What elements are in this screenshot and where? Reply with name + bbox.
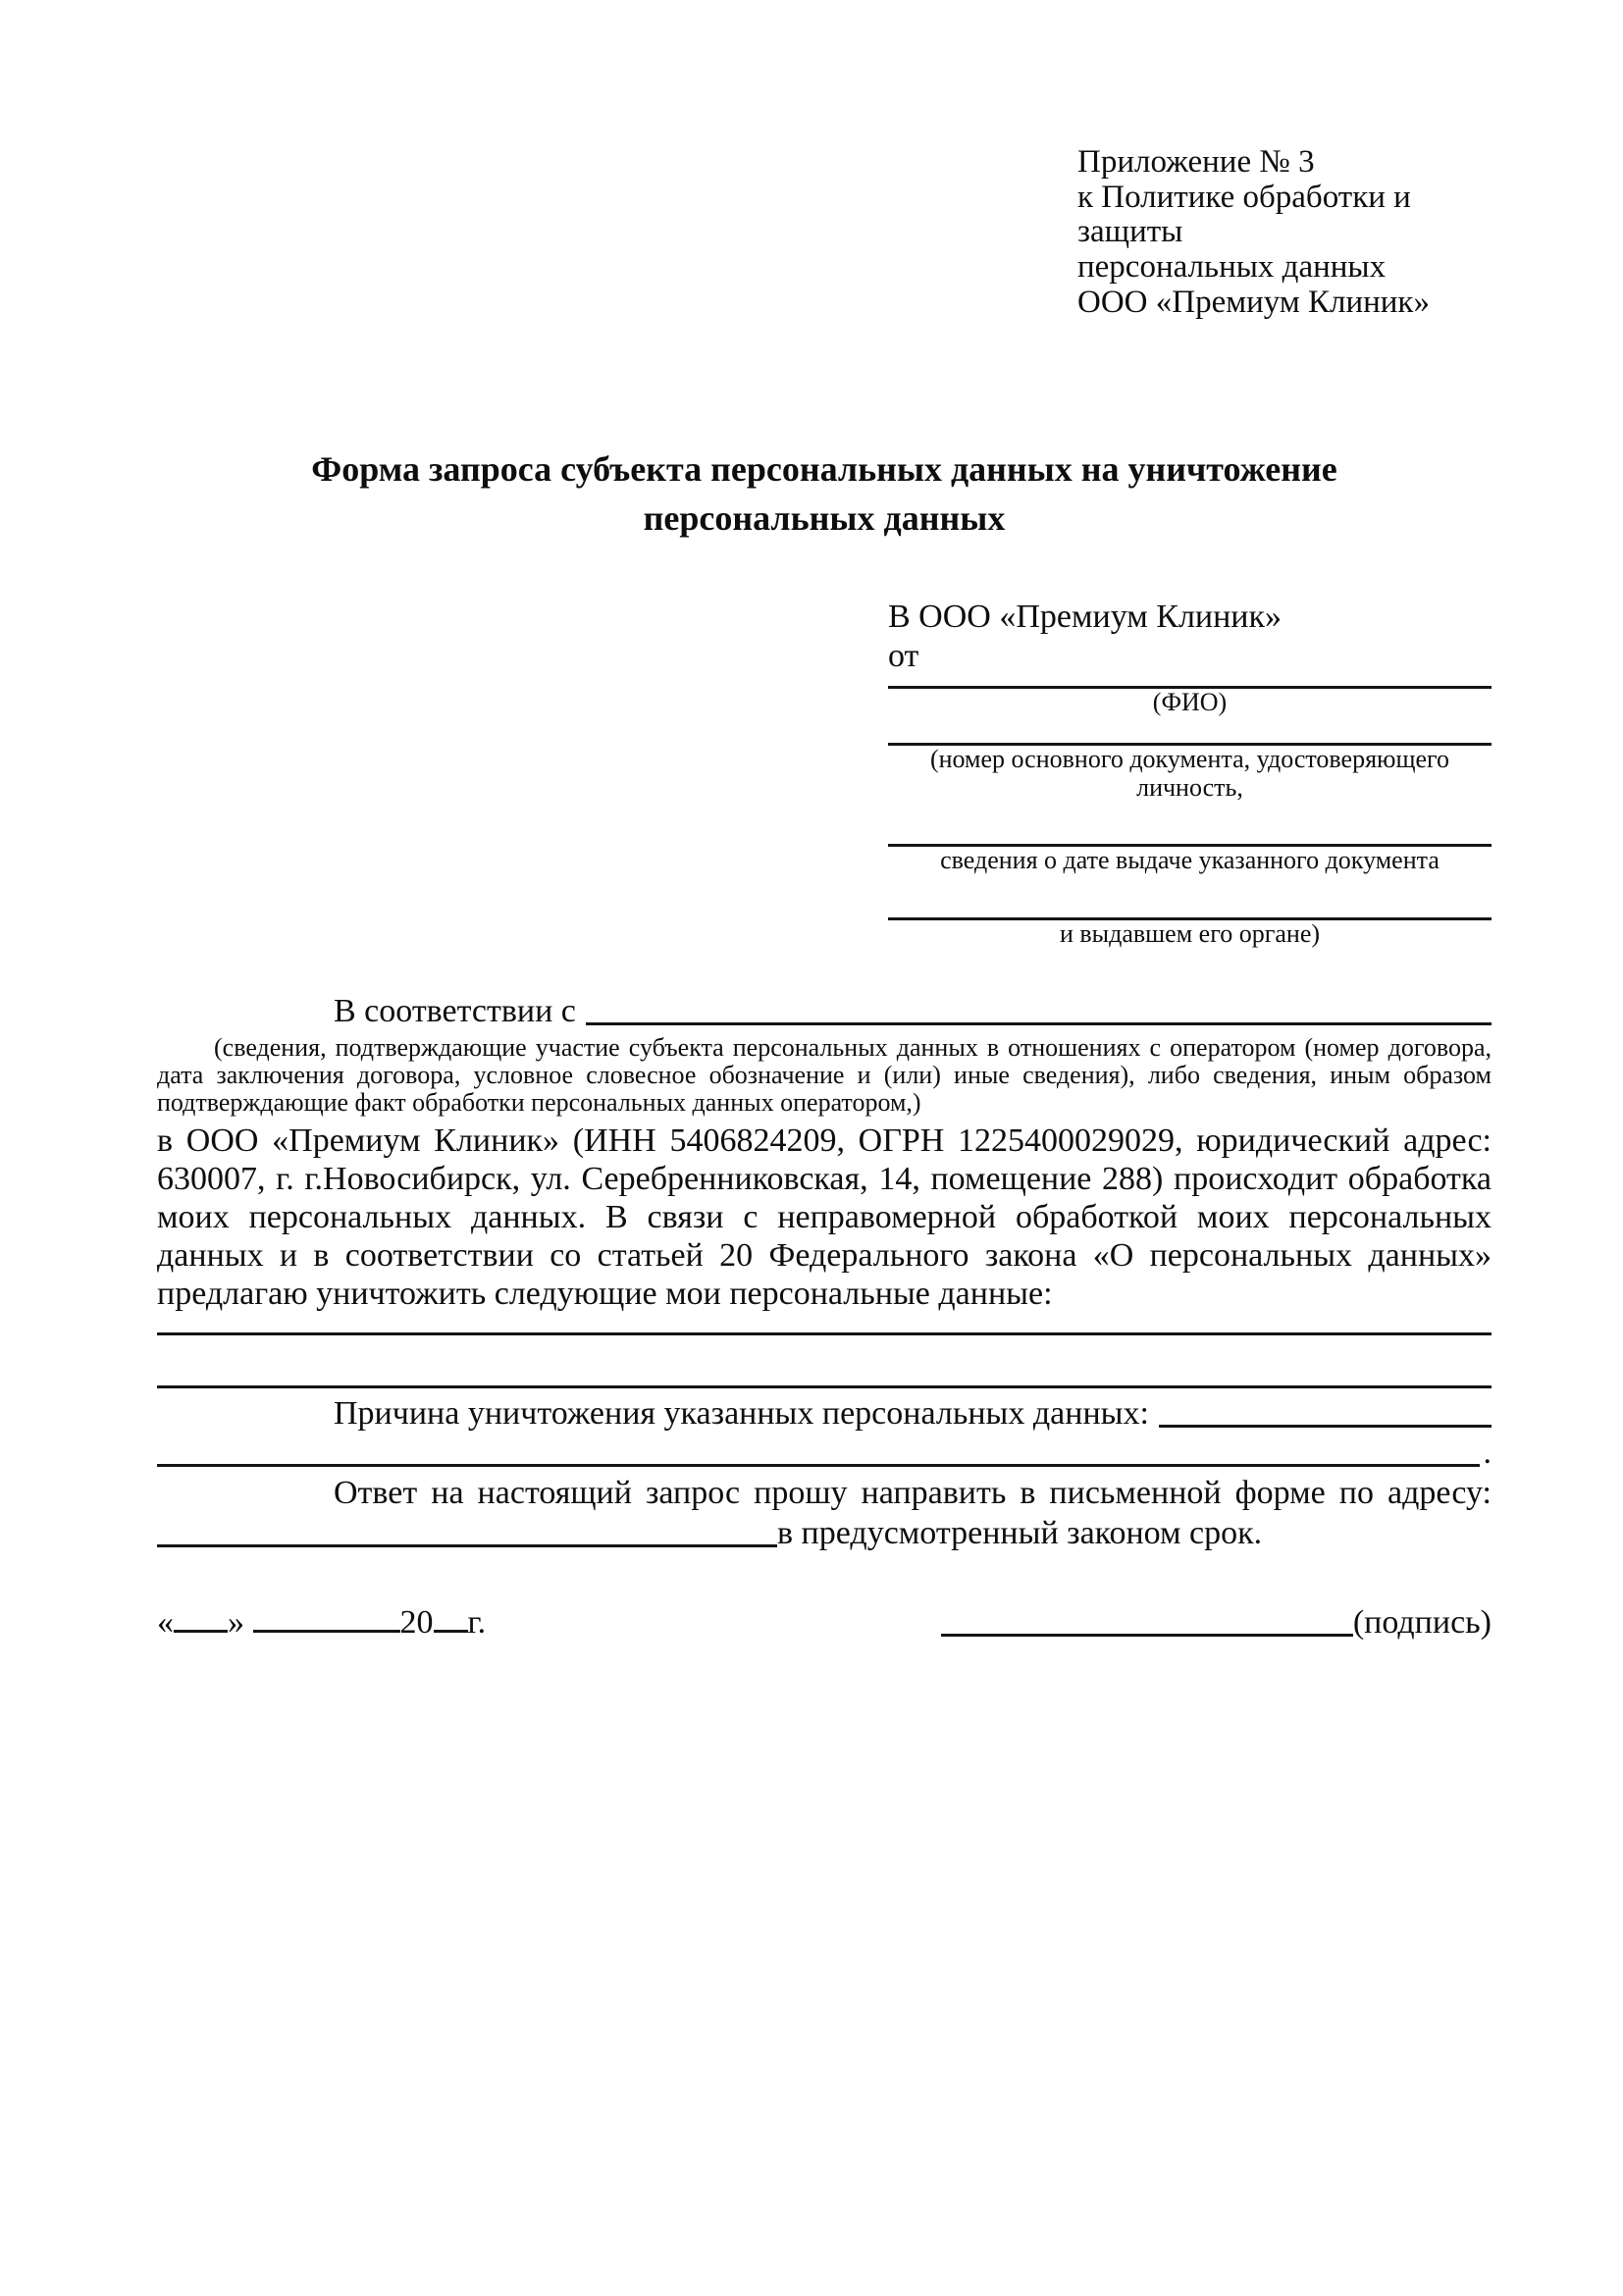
appendix-header xyxy=(1077,145,1492,320)
date-month-input-line[interactable] xyxy=(253,1630,400,1633)
date-field xyxy=(157,1603,486,1642)
appendix-header-line-4: ООО «Премиум Клиник» xyxy=(1077,284,1430,320)
addressee-from-label: от xyxy=(888,637,919,674)
document-title xyxy=(157,445,1492,543)
accordance-label: В соответствии с xyxy=(334,992,576,1029)
reason-input-line-2[interactable] xyxy=(157,1464,1480,1467)
appendix-header-line-3: персональных данных xyxy=(1077,248,1387,285)
issue-date-caption: сведения о дате выдаче указанного документа xyxy=(940,846,1440,875)
document-title-line-2: персональных данных xyxy=(643,497,1006,538)
fio-input-line[interactable] xyxy=(888,675,1492,689)
signature-input-line[interactable] xyxy=(941,1634,1353,1637)
appendix-header-line-2: к Политике обработки и защиты xyxy=(1077,179,1411,250)
issuing-authority-input-line[interactable] xyxy=(888,875,1492,920)
appendix-header-line-1: Приложение № 3 xyxy=(1077,144,1315,180)
address-input-line[interactable] xyxy=(157,1544,777,1547)
fio-caption: (ФИО) xyxy=(1152,687,1228,716)
main-paragraph: в ООО «Премиум Клиник» (ИНН 5406824209, ОГРН 1225400029029, юридический адрес: 630007, г. г.Новосибирск, ул. Серебренниковская, 14, помещение 288) происходит обработка моих персональных данных. В связи с неправомерной обработкой моих персональных данных и в соответствии со статьей 20 Федерального закона «О персональных данных» предлагаю уничтожить следующие мои персональные данные: xyxy=(157,1122,1492,1312)
id-document-number-input-line[interactable] xyxy=(888,716,1492,746)
footer-row xyxy=(157,1603,1492,1642)
date-year-input-line[interactable] xyxy=(434,1630,468,1633)
addressee-block xyxy=(888,598,1492,948)
document-title-line-1: Форма запроса субъекта персональных данных на уничтожение xyxy=(311,449,1337,490)
accordance-input-line[interactable] xyxy=(586,1022,1492,1025)
reason-input-line[interactable] xyxy=(1159,1425,1492,1428)
response-tail: в предусмотренный законом срок. xyxy=(777,1514,1263,1551)
date-day-input-line[interactable] xyxy=(174,1630,228,1633)
date-quote-close: » xyxy=(228,1603,244,1641)
address-row xyxy=(157,1514,1492,1552)
date-year-suffix: г. xyxy=(467,1603,487,1641)
reason-row xyxy=(157,1394,1492,1433)
reason-label: Причина уничтожения указанных персональных данных: xyxy=(334,1394,1149,1432)
issue-date-input-line[interactable] xyxy=(888,802,1492,847)
date-quote-open: « xyxy=(157,1603,174,1641)
reason-continuation-row xyxy=(157,1433,1492,1472)
addressee-to: В ООО «Премиум Клиник» xyxy=(888,599,1283,636)
response-sentence: Ответ на настоящий запрос прошу направить в письменной форме по адресу: xyxy=(334,1474,1492,1511)
issuing-authority-caption: и выдавшем его органе) xyxy=(1059,919,1321,949)
personal-data-input-line-1[interactable] xyxy=(157,1314,1492,1335)
date-year-prefix: 20 xyxy=(399,1603,434,1641)
accordance-row xyxy=(157,992,1492,1030)
id-document-caption: (номер основного документа, удостоверяющего личность, xyxy=(929,745,1450,802)
signature-field xyxy=(941,1603,1492,1642)
sentence-period: . xyxy=(1483,1434,1492,1471)
personal-data-input-line-2[interactable] xyxy=(157,1335,1492,1388)
signature-caption: (подпись) xyxy=(1352,1603,1492,1641)
accordance-fine-print: (сведения, подтверждающие участие субъекта персональных данных в отношениях с оператором (номер договора, дата заключения договора, условное словесное обозначение и (или) иные сведения), либо сведения, иным образом подтверждающие факт обработки персональных данных оператором,) xyxy=(157,1032,1492,1117)
